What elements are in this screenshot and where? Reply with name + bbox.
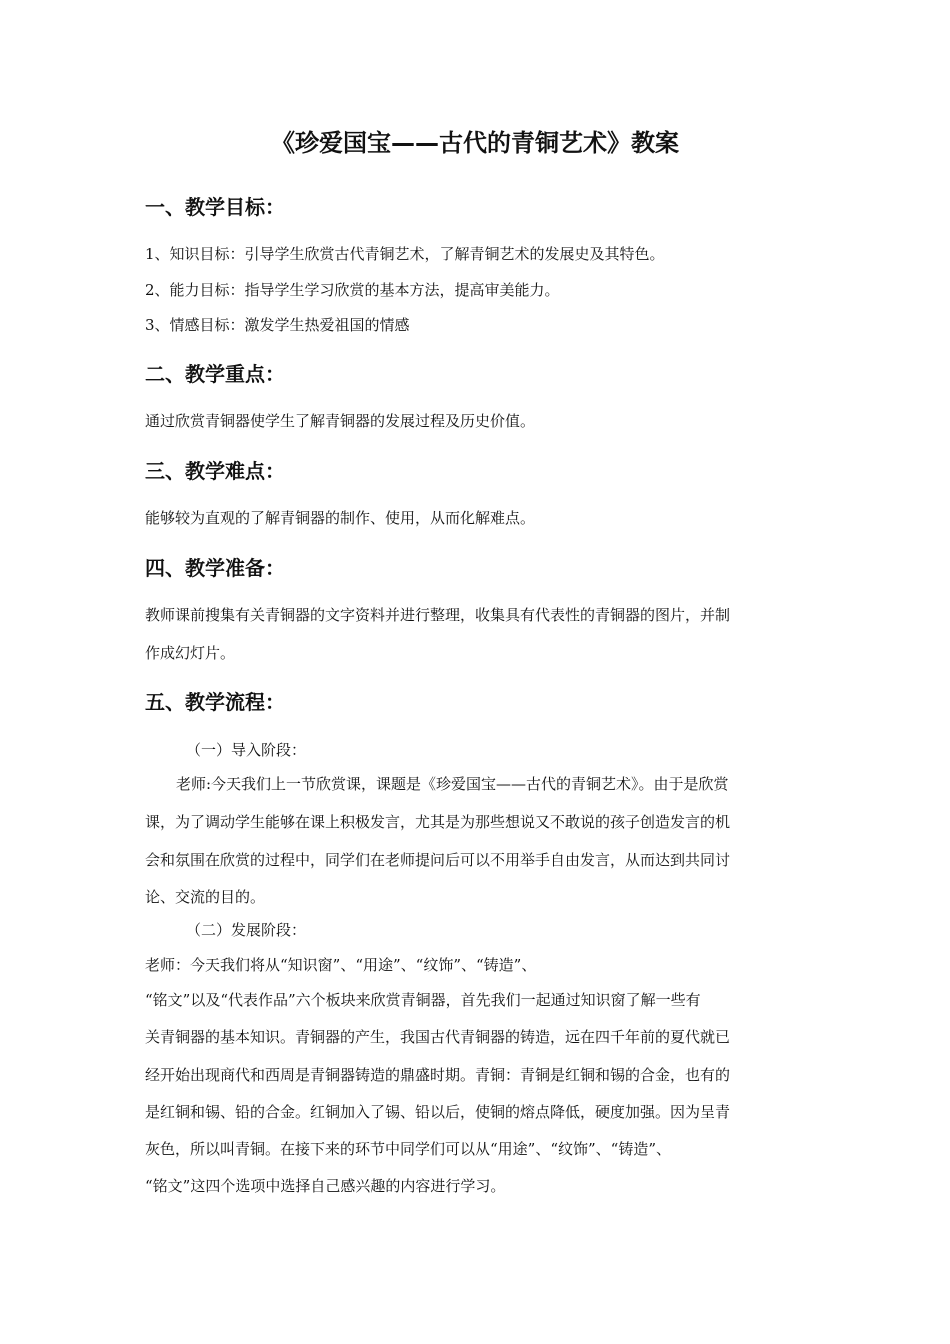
document-title: 《珍爱国宝——古代的青铜艺术》教案 [271,129,679,157]
stage-development-line: 灰色，所以叫青铜。在接下来的环节中同学们可以从“用途”、“纹饰”、“铸造”、 [145,1140,672,1158]
stage-development-line: 关青铜器的基本知识。青铜器的产生，我国古代青铜器的铸造，远在四千年前的夏代就已 [145,1028,731,1046]
key-points-text: 通过欣赏青铜器使学生了解青铜器的发展过程及历史价值。 [145,412,536,430]
stage-development-line: “铭文”以及“代表作品”六个板块来欣赏青铜器，首先我们一起通过知识窗了解一些有 [145,991,701,1009]
stage-development-line: “铭文”这四个选项中选择自己感兴趣的内容进行学习。 [145,1177,506,1195]
section-heading-process: 五、教学流程： [145,690,285,714]
difficulties-text: 能够较为直观的了解青铜器的制作、使用，从而化解难点。 [145,509,536,527]
section-heading-objectives: 一、教学目标： [145,195,285,219]
preparation-line: 作成幻灯片。 [145,644,236,662]
stage-development-line: 经开始出现商代和西周是青铜器铸造的鼎盛时期。青铜：青铜是红铜和锡的合金，也有的 [145,1066,731,1084]
stage-intro-line: 论、交流的目的。 [145,888,266,906]
objective-item: 3、情感目标：激发学生热爱祖国的情感 [145,316,410,334]
stage-label-intro: （一）导入阶段： [186,741,307,759]
section-heading-preparation: 四、教学准备： [145,556,285,580]
objective-item: 1、知识目标：引导学生欣赏古代青铜艺术，了解青铜艺术的发展史及其特色。 [145,245,665,263]
section-heading-key-points: 二、教学重点： [145,362,285,386]
section-heading-difficulties: 三、教学难点： [145,459,285,483]
stage-development-line: 老师：今天我们将从“知识窗”、“用途”、“纹饰”、“铸造”、 [145,956,537,974]
stage-label-development: （二）发展阶段： [186,921,307,939]
stage-intro-line: 课，为了调动学生能够在课上积极发言，尤其是为那些想说又不敢说的孩子创造发言的机 [145,813,731,831]
stage-intro-line: 老师:今天我们上一节欣赏课，课题是《珍爱国宝——古代的青铜艺术》。由于是欣赏 [176,775,729,793]
preparation-line: 教师课前搜集有关青铜器的文字资料并进行整理，收集具有代表性的青铜器的图片，并制 [145,606,731,624]
stage-development-line: 是红铜和锡、铅的合金。红铜加入了锡、铅以后，使铜的熔点降低，硬度加强。因为呈青 [145,1103,731,1121]
objective-item: 2、能力目标：指导学生学习欣赏的基本方法，提高审美能力。 [145,281,560,299]
stage-intro-line: 会和氛围在欣赏的过程中，同学们在老师提问后可以不用举手自由发言，从而达到共同讨 [145,851,731,869]
